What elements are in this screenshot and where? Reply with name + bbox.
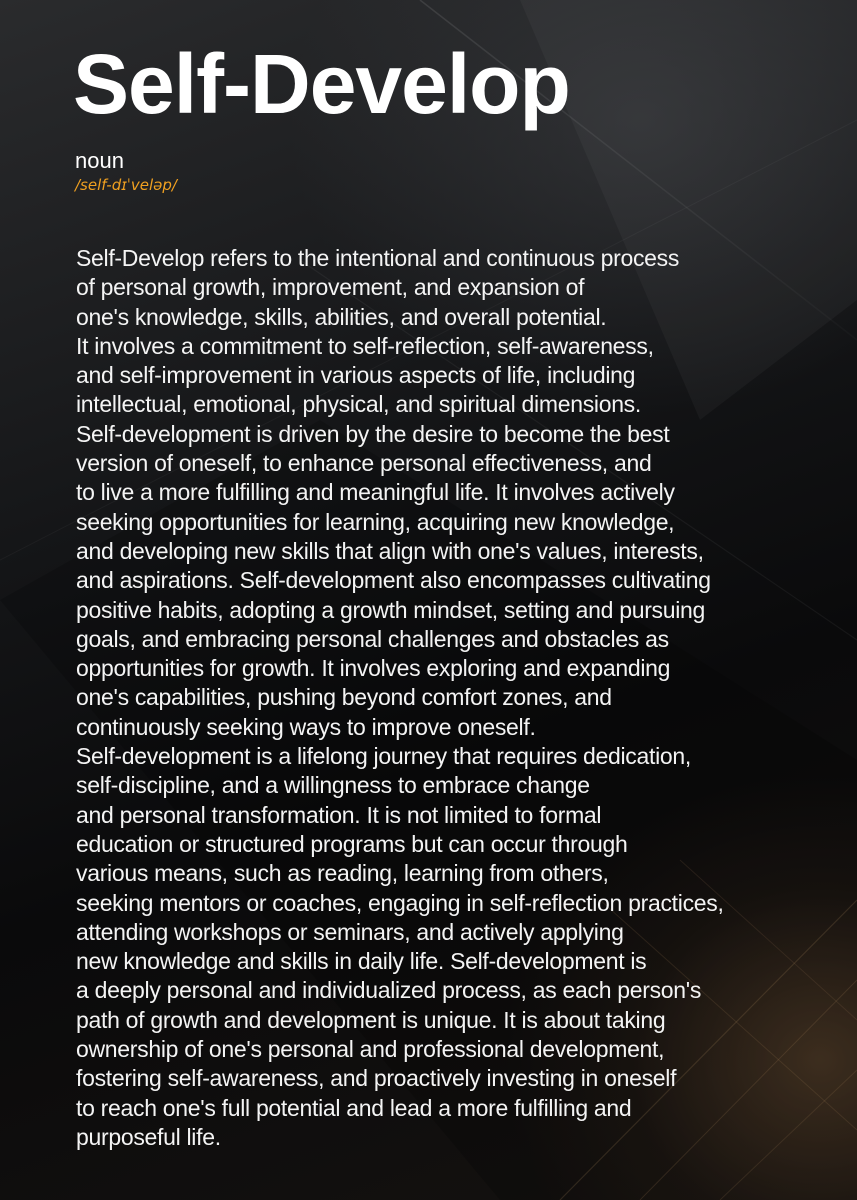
definition-line: purposeful life. [76, 1123, 221, 1150]
part-of-speech: noun [75, 148, 124, 173]
definition-line: positive habits, adopting a growth mindset, setting and pursuing [76, 596, 706, 623]
definition-line: and aspirations. Self-development also encompasses cultivating [76, 567, 711, 594]
definition-line: Self-development is a lifelong journey that requires dedication, [76, 743, 691, 770]
definition-line: continuously seeking ways to improve oneself. [76, 713, 536, 740]
definition-line: and developing new skills that align with one's values, interests, [76, 537, 704, 564]
pronunciation: /self-dɪˈveləp/ [75, 176, 177, 194]
definition-text [76, 244, 846, 1152]
definition-line: seeking mentors or coaches, engaging in self-reflection practices, [76, 889, 724, 916]
definition-line: path of growth and development is unique. It is about taking [76, 1006, 666, 1033]
definition-line: to reach one's full potential and lead a more fulfilling and [76, 1094, 632, 1121]
definition-line: self-discipline, and a willingness to embrace change [76, 772, 590, 799]
definition-line: one's capabilities, pushing beyond comfort zones, and [76, 684, 612, 711]
definition-line: and self-improvement in various aspects of life, including [76, 362, 636, 389]
definition-line: opportunities for growth. It involves exploring and expanding [76, 655, 671, 682]
definition-line: one's knowledge, skills, abilities, and overall potential. [76, 303, 607, 330]
definition-line: a deeply personal and individualized process, as each person's [76, 977, 702, 1004]
definition-line: It involves a commitment to self-reflection, self-awareness, [76, 332, 654, 359]
definition-line: intellectual, emotional, physical, and spiritual dimensions. [76, 391, 641, 418]
definition-line: seeking opportunities for learning, acquiring new knowledge, [76, 508, 675, 535]
definition-line: and personal transformation. It is not limited to formal [76, 801, 602, 828]
definition-line: new knowledge and skills in daily life. Self-development is [76, 948, 647, 975]
definition-line: ownership of one's personal and professional development, [76, 1036, 665, 1063]
definition-line: various means, such as reading, learning from others, [76, 860, 609, 887]
definition-line: to live a more fulfilling and meaningful life. It involves actively [76, 479, 675, 506]
definition-line: version of oneself, to enhance personal effectiveness, and [76, 450, 652, 477]
definition-line: attending workshops or seminars, and actively applying [76, 918, 624, 945]
definition-line: of personal growth, improvement, and expansion of [76, 274, 585, 301]
definition-line: fostering self-awareness, and proactively investing in oneself [76, 1065, 677, 1092]
definition-line: goals, and embracing personal challenges and obstacles as [76, 625, 669, 652]
definition-line: Self-development is driven by the desire to become the best [76, 420, 670, 447]
definition-line: Self-Develop refers to the intentional and continuous process [76, 245, 680, 271]
page-title: Self-Develop [73, 37, 570, 131]
definition-line: education or structured programs but can occur through [76, 830, 628, 857]
